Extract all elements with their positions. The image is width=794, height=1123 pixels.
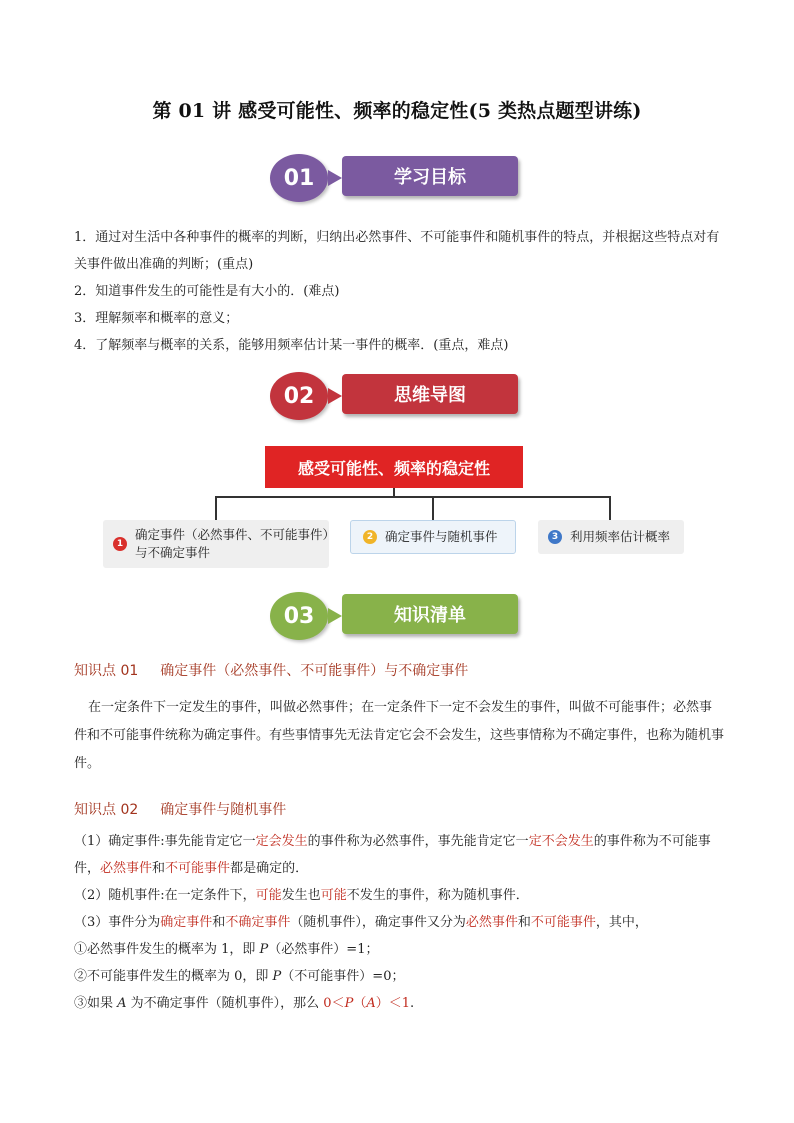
node-label: 利用频率估计概率 <box>570 529 671 544</box>
highlight: 定会发生 <box>255 834 308 849</box>
knowledge-point-body <box>74 828 724 1017</box>
text-line: （2）随机事件:在一定条件下，可能发生也可能不发生的事件，称为随机事件． <box>74 888 529 903</box>
highlight: 不确定事件 <box>225 915 291 930</box>
section-number: 03 <box>270 592 328 640</box>
section-label: 知识清单 <box>342 594 518 634</box>
text-line: ③如果 A 为不确定事件（随机事件），那么 0＜P（A）＜1. <box>74 996 415 1011</box>
mindmap-root: 感受可能性、频率的稳定性 <box>265 446 523 488</box>
highlight: 不可能事件 <box>530 915 596 930</box>
knowledge-point-code: 知识点 02 <box>74 802 139 818</box>
highlight: 0＜P（A）＜1 <box>323 996 411 1011</box>
node-badge: 1 <box>113 537 127 551</box>
learning-goals <box>74 224 724 359</box>
node-badge: 3 <box>548 530 562 544</box>
highlight: 可能 <box>320 888 347 903</box>
mindmap-connector <box>215 496 217 520</box>
knowledge-point-code: 知识点 01 <box>74 663 139 679</box>
knowledge-point-title: 确定事件（必然事件、不可能事件）与不确定事件 <box>160 663 469 679</box>
section-label: 思维导图 <box>342 374 518 414</box>
mindmap-connector <box>432 496 434 520</box>
node-label: 确定事件（必然事件、不可能事件）与不确定事件 <box>135 527 329 560</box>
knowledge-point-title: 确定事件与随机事件 <box>160 802 287 818</box>
text-line: （3）事件分为确定事件和不确定事件（随机事件），确定事件又分为必然事件和不可能事件，其中， <box>74 915 648 930</box>
section-label: 学习目标 <box>342 156 518 196</box>
page-title: 第 01 讲 感受可能性、频率的稳定性(5 类热点题型讲练) <box>152 100 642 122</box>
mindmap-node-2 <box>350 520 516 554</box>
highlight: 确定事件 <box>160 915 213 930</box>
knowledge-point-heading <box>74 660 468 680</box>
mindmap-node-1 <box>103 520 329 568</box>
highlight: 定不会发生 <box>528 834 594 849</box>
highlight: 必然事件 <box>100 861 153 876</box>
goal-item: 3．理解频率和概率的意义； <box>74 311 239 326</box>
goal-item: 1．通过对生活中各种事件的概率的判断，归纳出必然事件、不可能事件和随机事件的特点，并根据这些特点对有关事件做出准确的判断；(重点) <box>74 230 720 272</box>
highlight: 不可能事件 <box>165 861 231 876</box>
knowledge-point-heading <box>74 799 286 819</box>
mindmap-node-3 <box>538 520 684 554</box>
highlight: 必然事件 <box>465 915 518 930</box>
knowledge-point-body: 在一定条件下一定发生的事件，叫做必然事件；在一定条件下一定不会发生的事件，叫做不可能事件；必然事件和不可能事件统称为确定事件。有些事情事先无法肯定它会不会发生，这些事情称为不确定事件，也称为随机事件。 <box>74 700 725 771</box>
text-line: ②不可能事件发生的概率为 0，即 P（不可能事件）=0； <box>74 969 405 984</box>
mindmap-connector <box>609 496 611 520</box>
text-line: （1）确定事件:事先能肯定它一定会发生的事件称为必然事件，事先能肯定它一定不会发生的事件称为不可能事件，必然事件和不可能事件都是确定的． <box>74 834 711 876</box>
goal-item: 2．知道事件发生的可能性是有大小的．(难点) <box>74 284 340 299</box>
section-number: 01 <box>270 154 328 202</box>
goal-item: 4．了解频率与概率的关系，能够用频率估计某一事件的概率．(重点，难点) <box>74 338 509 353</box>
text-line: ①必然事件发生的概率为 1，即 P（必然事件）=1； <box>74 942 379 957</box>
mindmap-connector <box>215 496 611 498</box>
node-badge: 2 <box>363 530 377 544</box>
section-number: 02 <box>270 372 328 420</box>
highlight: 可能 <box>255 888 282 903</box>
node-label: 确定事件与随机事件 <box>385 529 498 544</box>
